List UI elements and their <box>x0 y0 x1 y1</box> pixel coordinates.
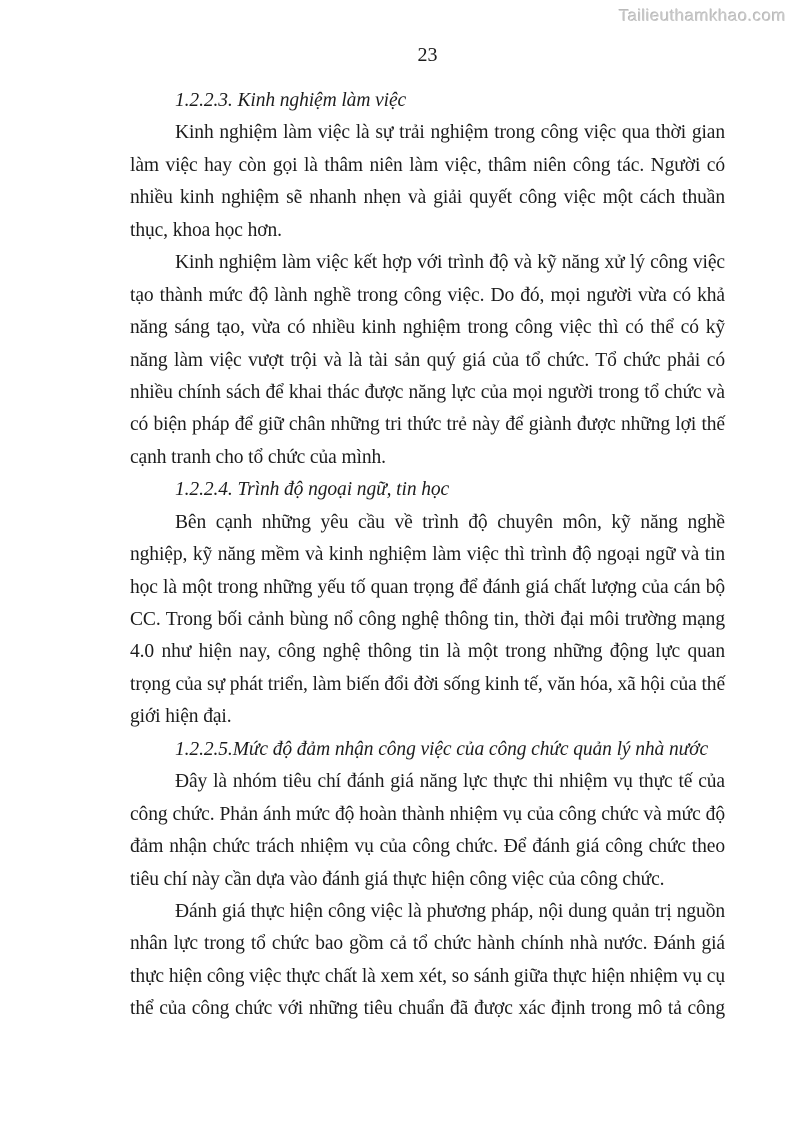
section-heading-1-2-2-3: 1.2.2.3. Kinh nghiệm làm việc <box>175 90 407 111</box>
paragraph-work-experience-1: Kinh nghiệm làm việc là sự trải nghiệm trong công việc qua thời gian làm việc hay còn gọi là thâm niên làm việc, thâm niên công tác. Người có nhiều kinh nghiệm sẽ nhanh nhẹn và giải quyết công việc một cách thuần thục, khoa học hơn. <box>130 122 725 241</box>
watermark-text: Tailieuthamkhao.com <box>618 6 786 25</box>
document-content <box>130 85 725 1026</box>
section-heading-1-2-2-5: 1.2.2.5.Mức độ đảm nhận công việc của công chức quản lý nhà nước <box>175 738 709 760</box>
paragraph-performance-evaluation: Đánh giá thực hiện công việc là phương pháp, nội dung quản trị nguồn nhân lực trong tổ chức bao gồm cả tổ chức hành chính nhà nước. Đánh giá thực hiện công việc thực chất là xem xét, so sánh giữa thực hiện nhiệm vụ cụ thể của công chức với những tiêu chuẩn đã được xác định trong mô tả công <box>130 900 725 1020</box>
section-heading-1-2-2-4: 1.2.2.4. Trình độ ngoại ngữ, tin học <box>175 479 450 501</box>
paragraph-language-it-skills: Bên cạnh những yêu cầu về trình độ chuyên môn, kỹ năng nghề nghiệp, kỹ năng mềm và kinh nghiệm làm việc thì trình độ ngoại ngữ và tin học là một trong những yếu tố quan trọng để đánh giá chất lượng của cán bộ CC. Trong bối cảnh bùng nổ công nghệ thông tin, thời đại môi trường mạng 4.0 như hiện nay, công nghệ thông tin là một trong những động lực quan trọng của sự phát triển, làm biến đổi đời sống kinh tế, văn hóa, xã hội của thế giới hiện đại. <box>130 511 725 728</box>
page-number: 23 <box>417 44 438 66</box>
paragraph-task-assumption: Đây là nhóm tiêu chí đánh giá năng lực thực thi nhiệm vụ thực tế của công chức. Phản ánh mức độ hoàn thành nhiệm vụ của công chức và mức độ đảm nhận chức trách nhiệm vụ của công chức. Để đánh giá công chức theo tiêu chí này cần dựa vào đánh giá thực hiện công việc của công chức. <box>130 771 725 890</box>
paragraph-work-experience-2: Kinh nghiệm làm việc kết hợp với trình độ và kỹ năng xử lý công việc tạo thành mức độ lành nghề trong công việc. Do đó, mọi người vừa có khả năng sáng tạo, vừa có nhiều kinh nghiệm trong công việc thì có thể có kỹ năng làm việc vượt trội và là tài sản quý giá của tổ chức. Tổ chức phải có nhiều chính sách để khai thác được năng lực của mọi người trong tổ chức và có biện pháp để giữ chân những tri thức trẻ này để giành được những lợi thế cạnh tranh cho tổ chức của mình. <box>130 252 725 468</box>
